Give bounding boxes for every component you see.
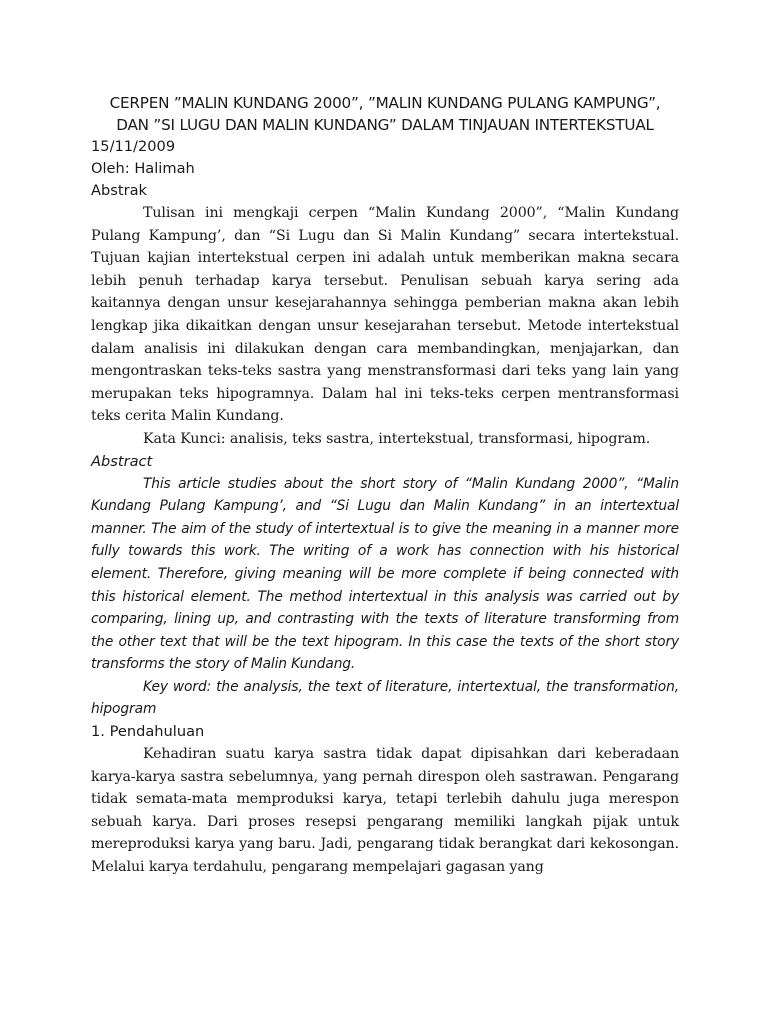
section-1-body: Kehadiran suatu karya sastra tidak dapat dipisahkan dari keberadaan karya-karya sastra sebelumnya, yang pernah direspon oleh sastrawan. Pengarang tidak semata-mata memproduksi karya, tetapi terlebih dahulu juga merespon sebuah karya. Dari proses resepsi pengarang memiliki langkah pijak untuk mereproduksi karya yang baru. Jadi, pengarang tidak berangkat dari kekosongan. Melalui karya terdahulu, pengarang mempelajari gagasan yang xyxy=(91,746,679,876)
document-date: 15/11/2009 xyxy=(91,138,176,155)
abstract-body: This article studies about the short story of “Malin Kundang 2000”, “Malin Kundang Pulang Kampung’, and “Si Lugu dan Malin Kundang” in an intertextual manner. The aim of the study of intertextual is to give the meaning in a manner more fully towards this work. The writing of a work has connection with his historical element. Therefore, giving meaning will be more complete if being connected with this historical element. The method intertextual in this analysis was carried out by comparing, lining up, and contrasting with the texts of literature transforming from the other text that will be the text hipogram. In this case the texts of the short story transforms the story of Malin Kundang. xyxy=(91,475,679,673)
kata-kunci: Kata Kunci: analisis, teks sastra, intertekstual, transformasi, hipogram. xyxy=(143,430,651,447)
document-author: Oleh: Halimah xyxy=(91,160,195,177)
key-word: Key word: the analysis, the text of literature, intertextual, the transformation, hipogram xyxy=(91,678,679,718)
abstract-heading: Abstract xyxy=(91,452,153,470)
document-title-line-1: CERPEN ”MALIN KUNDANG 2000”, ”MALIN KUNDANG PULANG KAMPUNG”, xyxy=(109,94,661,112)
section-1-heading: 1. Pendahuluan xyxy=(91,723,205,741)
document-title-line-2: DAN ”SI LUGU DAN MALIN KUNDANG” DALAM TINJAUAN INTERTEKSTUAL xyxy=(116,116,654,134)
document-page xyxy=(91,92,679,879)
abstrak-heading: Abstrak xyxy=(91,182,147,199)
abstrak-body: Tulisan ini mengkaji cerpen “Malin Kundang 2000”, “Malin Kundang Pulang Kampung’, dan “Si Lugu dan Si Malin Kundang” secara intertekstual. Tujuan kajian intertekstual cerpen ini adalah untuk memberikan makna secara lebih penuh terhadap karya tersebut. Penulisan sebuah karya sering ada kaitannya dengan unsur kesejarahannya sehingga pemberian makna akan lebih lengkap jika dikaitkan dengan unsur kesejarahan tersebut. Metode intertekstual dalam analisis ini dilakukan dengan cara membandingkan, menjajarkan, dan mengontraskan teks-teks sastra yang menstransformasi dari teks yang lain yang merupakan teks hipogramnya. Dalam hal ini teks-teks cerpen mentransformasi teks cerita Malin Kundang. xyxy=(91,205,679,425)
